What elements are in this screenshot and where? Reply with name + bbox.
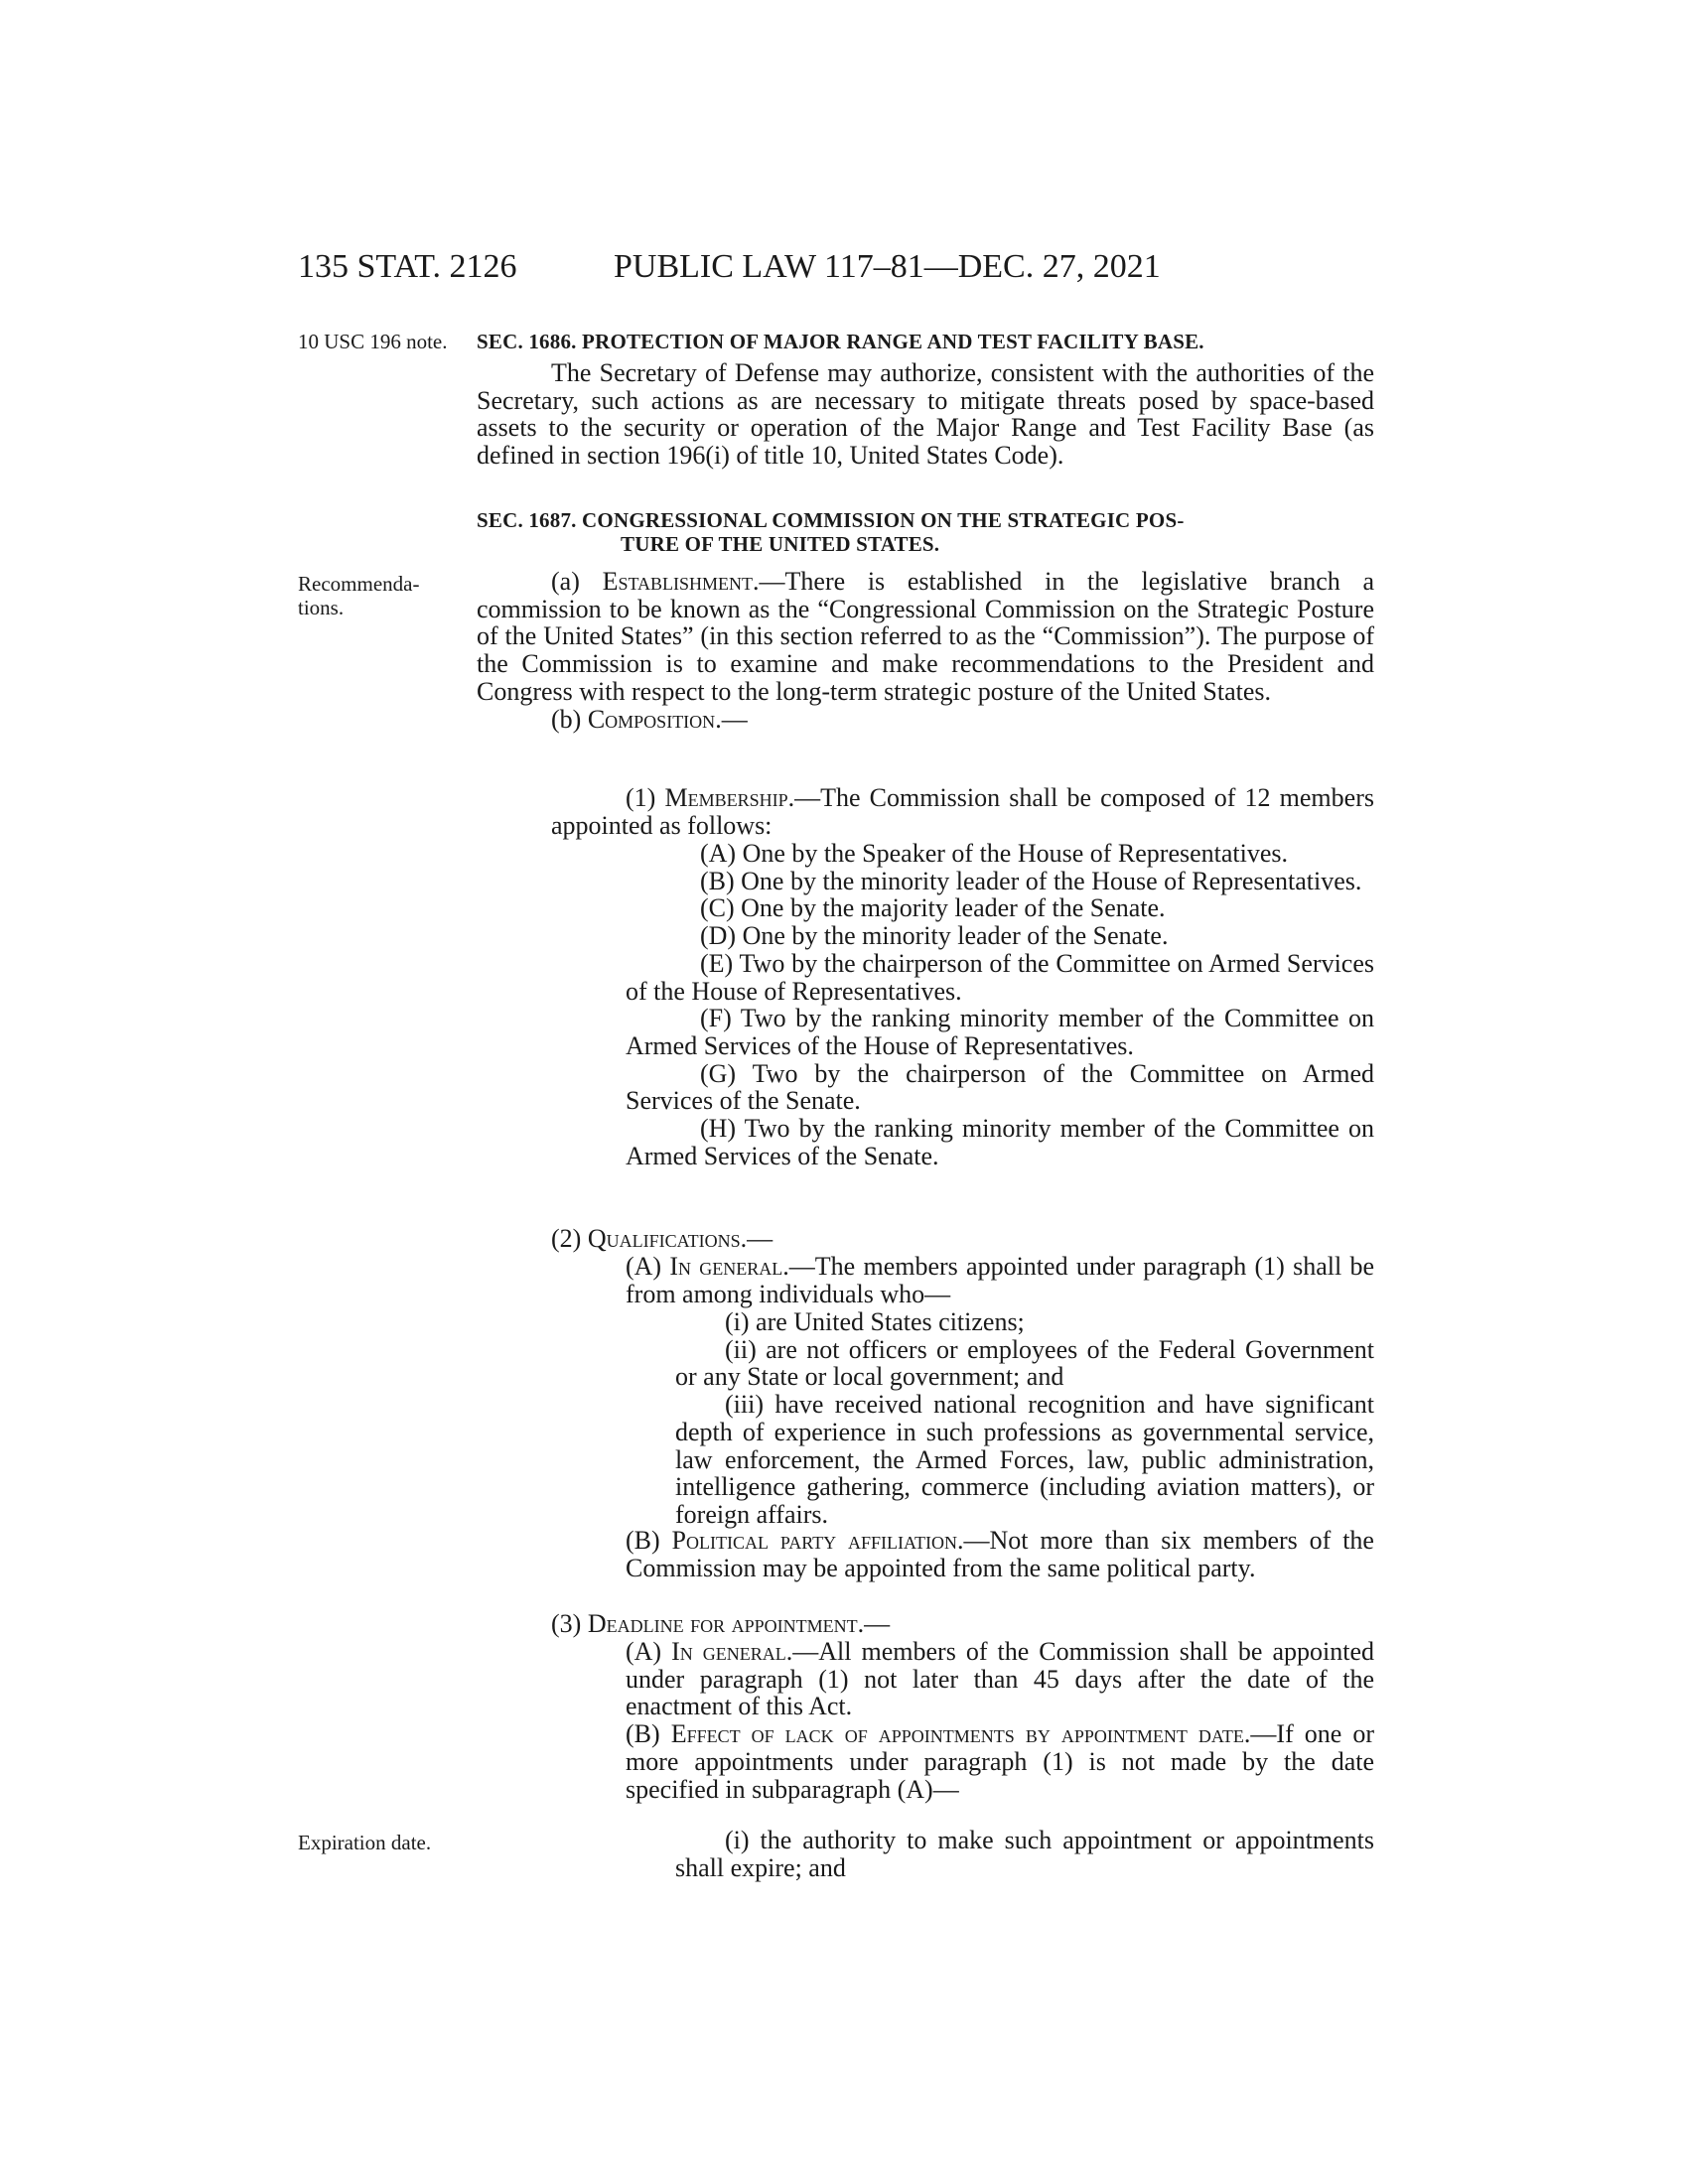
paragraph-b3a-text [626,1638,1374,1720]
stat-reference: 135 STAT. 2126 [298,248,517,285]
paragraph-b3a-label: (A) [626,1637,672,1666]
member-item-h: (H) Two by the ranking minority member of the Committee on Armed Services of the Senate. [626,1114,1374,1170]
subsection-a-caption: Establishment [602,567,754,596]
paragraph-b2-dash: .— [740,1224,774,1253]
paragraph-b3a-body: .—All members of the Commission shall be appointed under paragraph (1) not later than 45 days after the date of the enactment of this Act. [626,1637,1374,1721]
section-1686-paragraph: The Secretary of Defense may authorize, consistent with the authorities of the Secretary, such actions as are necessary to mitigate threats posed by space-based assets to the security or operation of the Major Range and Test Facility Base (as defined in section 196(i) of title 10, United States Code). [477,358,1374,471]
paragraph-b3a-block [626,1638,1374,1803]
paragraph-b3-heading [551,1610,1374,1638]
paragraph-b1-block [551,784,1374,839]
paragraph-b2b-body: .—Not more than six members of the Commission may be appointed from the same political party. [626,1526,1374,1582]
subsection-b-label: (b) [551,704,588,734]
paragraph-b2-label: (2) [551,1224,588,1253]
member-item-b: (B) One by the minority leader of the House of Representatives. [700,866,1362,895]
paragraph-b3b-clauses [675,1827,1374,1881]
clause-ii: (ii) are not officers or employees of the Federal Government or any State or local government; and [675,1334,1374,1392]
margin-note-expiration: Expiration date. [298,1831,432,1854]
paragraph-b3b-body: .—If one or more appointments under paragraph (1) is not made by the date specified in subparagraph (A)— [626,1719,1374,1804]
member-item-c: (C) One by the majority leader of the Senate. [700,893,1166,923]
paragraph-b3b-caption: Effect of lack of appointments by appointment date [670,1719,1244,1749]
qualification-clauses [675,1308,1374,1529]
subsection-a-label: (a) [551,567,603,596]
paragraph-b2-heading [551,1225,1374,1253]
paragraph-b3-block [551,1610,1374,1638]
paragraph-b2a-caption: In general [669,1252,783,1281]
paragraph-b1-body: .—The Commission shall be composed of 12 members appointed as follows: [551,783,1374,840]
public-law-reference: PUBLIC LAW 117–81—DEC. 27, 2021 [614,248,1161,285]
paragraph-b2b-block [626,1527,1374,1581]
clause-iii: (iii) have received national recognition and have significant depth of experience in such professions as governmental service, law enforcement, the Armed Forces, law, public administration, intelligence gathering, commerce (including aviation matters), or foreign affairs. [675,1390,1374,1529]
paragraph-b2a-block [626,1253,1374,1307]
member-item-a: (A) One by the Speaker of the House of Representatives. [700,839,1289,868]
paragraph-b2a-body: .—The members appointed under paragraph (1) shall be from among individuals who— [626,1252,1374,1308]
paragraph-b2a-text [626,1253,1374,1307]
paragraph-b3b-label: (B) [626,1719,671,1749]
paragraph-b3-label: (3) [551,1609,588,1638]
running-header [298,248,1390,298]
section-1687-heading-line2: TURE OF THE UNITED STATES. [621,532,940,556]
section-1687-body [477,568,1374,733]
subsection-b-caption: Composition [587,704,716,734]
paragraph-b2b-text [626,1527,1374,1581]
clause-b3b-i: (i) the authority to make such appointment or appointments shall expire; and [675,1826,1374,1882]
paragraph-b3a-caption: In general [671,1637,786,1666]
paragraph-b1-caption: Membership [664,783,788,812]
paragraph-b3b-text [626,1720,1374,1803]
section-1687-heading-line1: SEC. 1687. CONGRESSIONAL COMMISSION ON THE STRATEGIC POS- [477,508,1185,532]
section-1687-heading [477,508,1374,556]
margin-note-recommendations [298,572,419,619]
member-item-d: (D) One by the minority leader of the Senate. [700,921,1169,951]
paragraph-b1-text [551,784,1374,839]
paragraph-b3-dash: .— [857,1609,891,1638]
member-item-f: (F) Two by the ranking minority member of the Committee on Armed Services of the House of Representatives. [626,1004,1374,1060]
paragraph-b2-block [551,1225,1374,1253]
paragraph-b3-caption: Deadline for appointment [587,1609,858,1638]
subsection-b-dash: .— [715,704,748,734]
margin-note-recommendations-line1: Recommenda- [298,572,420,596]
paragraph-b2a-label: (A) [626,1252,670,1281]
paragraph-b2b-caption: Political party affiliation [671,1526,957,1555]
member-item-g: (G) Two by the chairperson of the Committee on Armed Services of the Senate. [626,1058,1374,1116]
margin-note-usc: 10 USC 196 note. [298,330,448,353]
member-item-e: (E) Two by the chairperson of the Committee on Armed Services of the House of Representatives. [626,948,1374,1006]
paragraph-b2b-label: (B) [626,1526,672,1555]
paragraph-b1-label: (1) [626,783,665,812]
subsection-a-text: .—There is established in the legislative branch a commission to be known as the “Congressional Commission on the Strategic Posture of the United States” (in this section referred to as the “Commission”). The purpose of the Commission is to examine and make recommendations to the President and Congress with respect to the long-term strategic posture of the United States. [477,567,1374,706]
subsection-b [477,706,1374,734]
subsection-a [477,568,1374,706]
margin-note-recommendations-line2: tions. [298,596,345,619]
section-1686-body [477,359,1374,470]
section-1686-heading: SEC. 1686. PROTECTION OF MAJOR RANGE AND TEST FACILITY BASE. [477,330,1204,353]
membership-list [626,840,1374,1169]
paragraph-b2-caption: Qualifications [587,1224,741,1253]
clause-i: (i) are United States citizens; [725,1307,1025,1336]
